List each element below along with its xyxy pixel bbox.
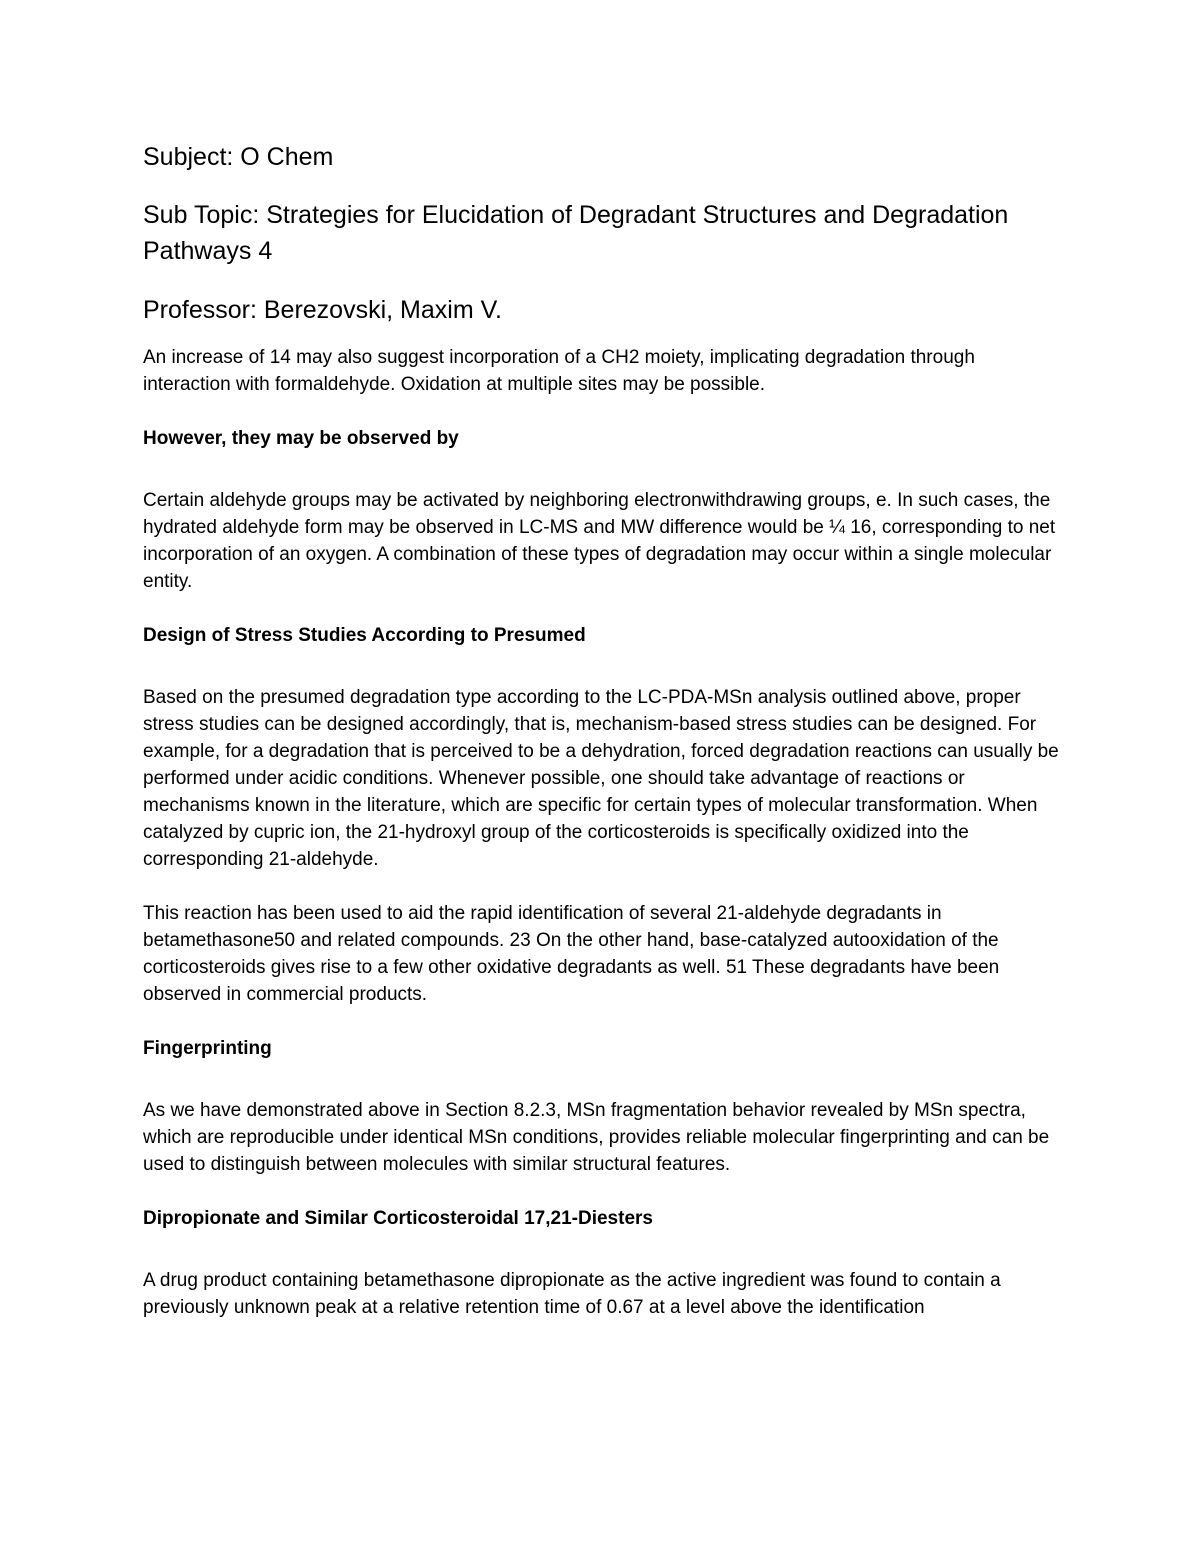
heading-fingerprinting: Fingerprinting (143, 1038, 272, 1059)
heading-observed-by: However, they may be observed by (143, 428, 459, 449)
professor-line: Professor: Berezovski, Maxim V. (143, 296, 502, 324)
heading-stress-studies: Design of Stress Studies According to Presumed (143, 625, 586, 646)
paragraph-aldehyde-groups: Certain aldehyde groups may be activated by neighboring electronwithdrawing groups, e. In such cases, the hydrated aldehyde form may be observed in LC-MS and MW difference would be ¼ 16, corresponding to net incorporation of an oxygen. A combination of these types of degradation may occur within a single molecular entity. (143, 490, 1056, 592)
paragraph-drug-product: A drug product containing betamethasone dipropionate as the active ingredient was found to contain a previously unknown peak at a relative retention time of 0.67 at a level above the identification (143, 1270, 1001, 1318)
document-content (143, 139, 1063, 1321)
paragraph-formaldehyde: An increase of 14 may also suggest incorporation of a CH2 moiety, implicating degradation through interaction with formaldehyde. Oxidation at multiple sites may be possible. (143, 347, 975, 395)
paragraph-betamethasone: This reaction has been used to aid the rapid identification of several 21-aldehyde degradants in betamethasone50 and related compounds. 23 On the other hand, base-catalyzed autooxidation of the corticosteroids gives rise to a few other oxidative degradants as well. 51 These degradants have been observed in commercial products. (143, 903, 1000, 1005)
subject-line: Subject: O Chem (143, 143, 334, 171)
paragraph-msn-fingerprinting: As we have demonstrated above in Section 8.2.3, MSn fragmentation behavior revealed by MSn spectra, which are reproducible under identical MSn conditions, provides reliable molecular fingerprinting and can be used to distinguish between molecules with similar structural features. (143, 1100, 1050, 1175)
paragraph-presumed-degradation: Based on the presumed degradation type according to the LC-PDA-MSn analysis outlined above, proper stress studies can be designed accordingly, that is, mechanism-based stress studies can be designed. For example, for a degradation that is perceived to be a dehydration, forced degradation reactions can usually be performed under acidic conditions. Whenever possible, one should take advantage of reactions or mechanisms known in the literature, which are specific for certain types of molecular transformation. When catalyzed by cupric ion, the 21-hydroxyl group of the corticosteroids is specifically oxidized into the corresponding 21-aldehyde. (143, 687, 1059, 870)
sub-topic-line: Sub Topic: Strategies for Elucidation of Degradant Structures and Degradation Pathways 4 (143, 201, 1009, 265)
heading-dipropionate: Dipropionate and Similar Corticosteroidal 17,21-Diesters (143, 1208, 653, 1229)
